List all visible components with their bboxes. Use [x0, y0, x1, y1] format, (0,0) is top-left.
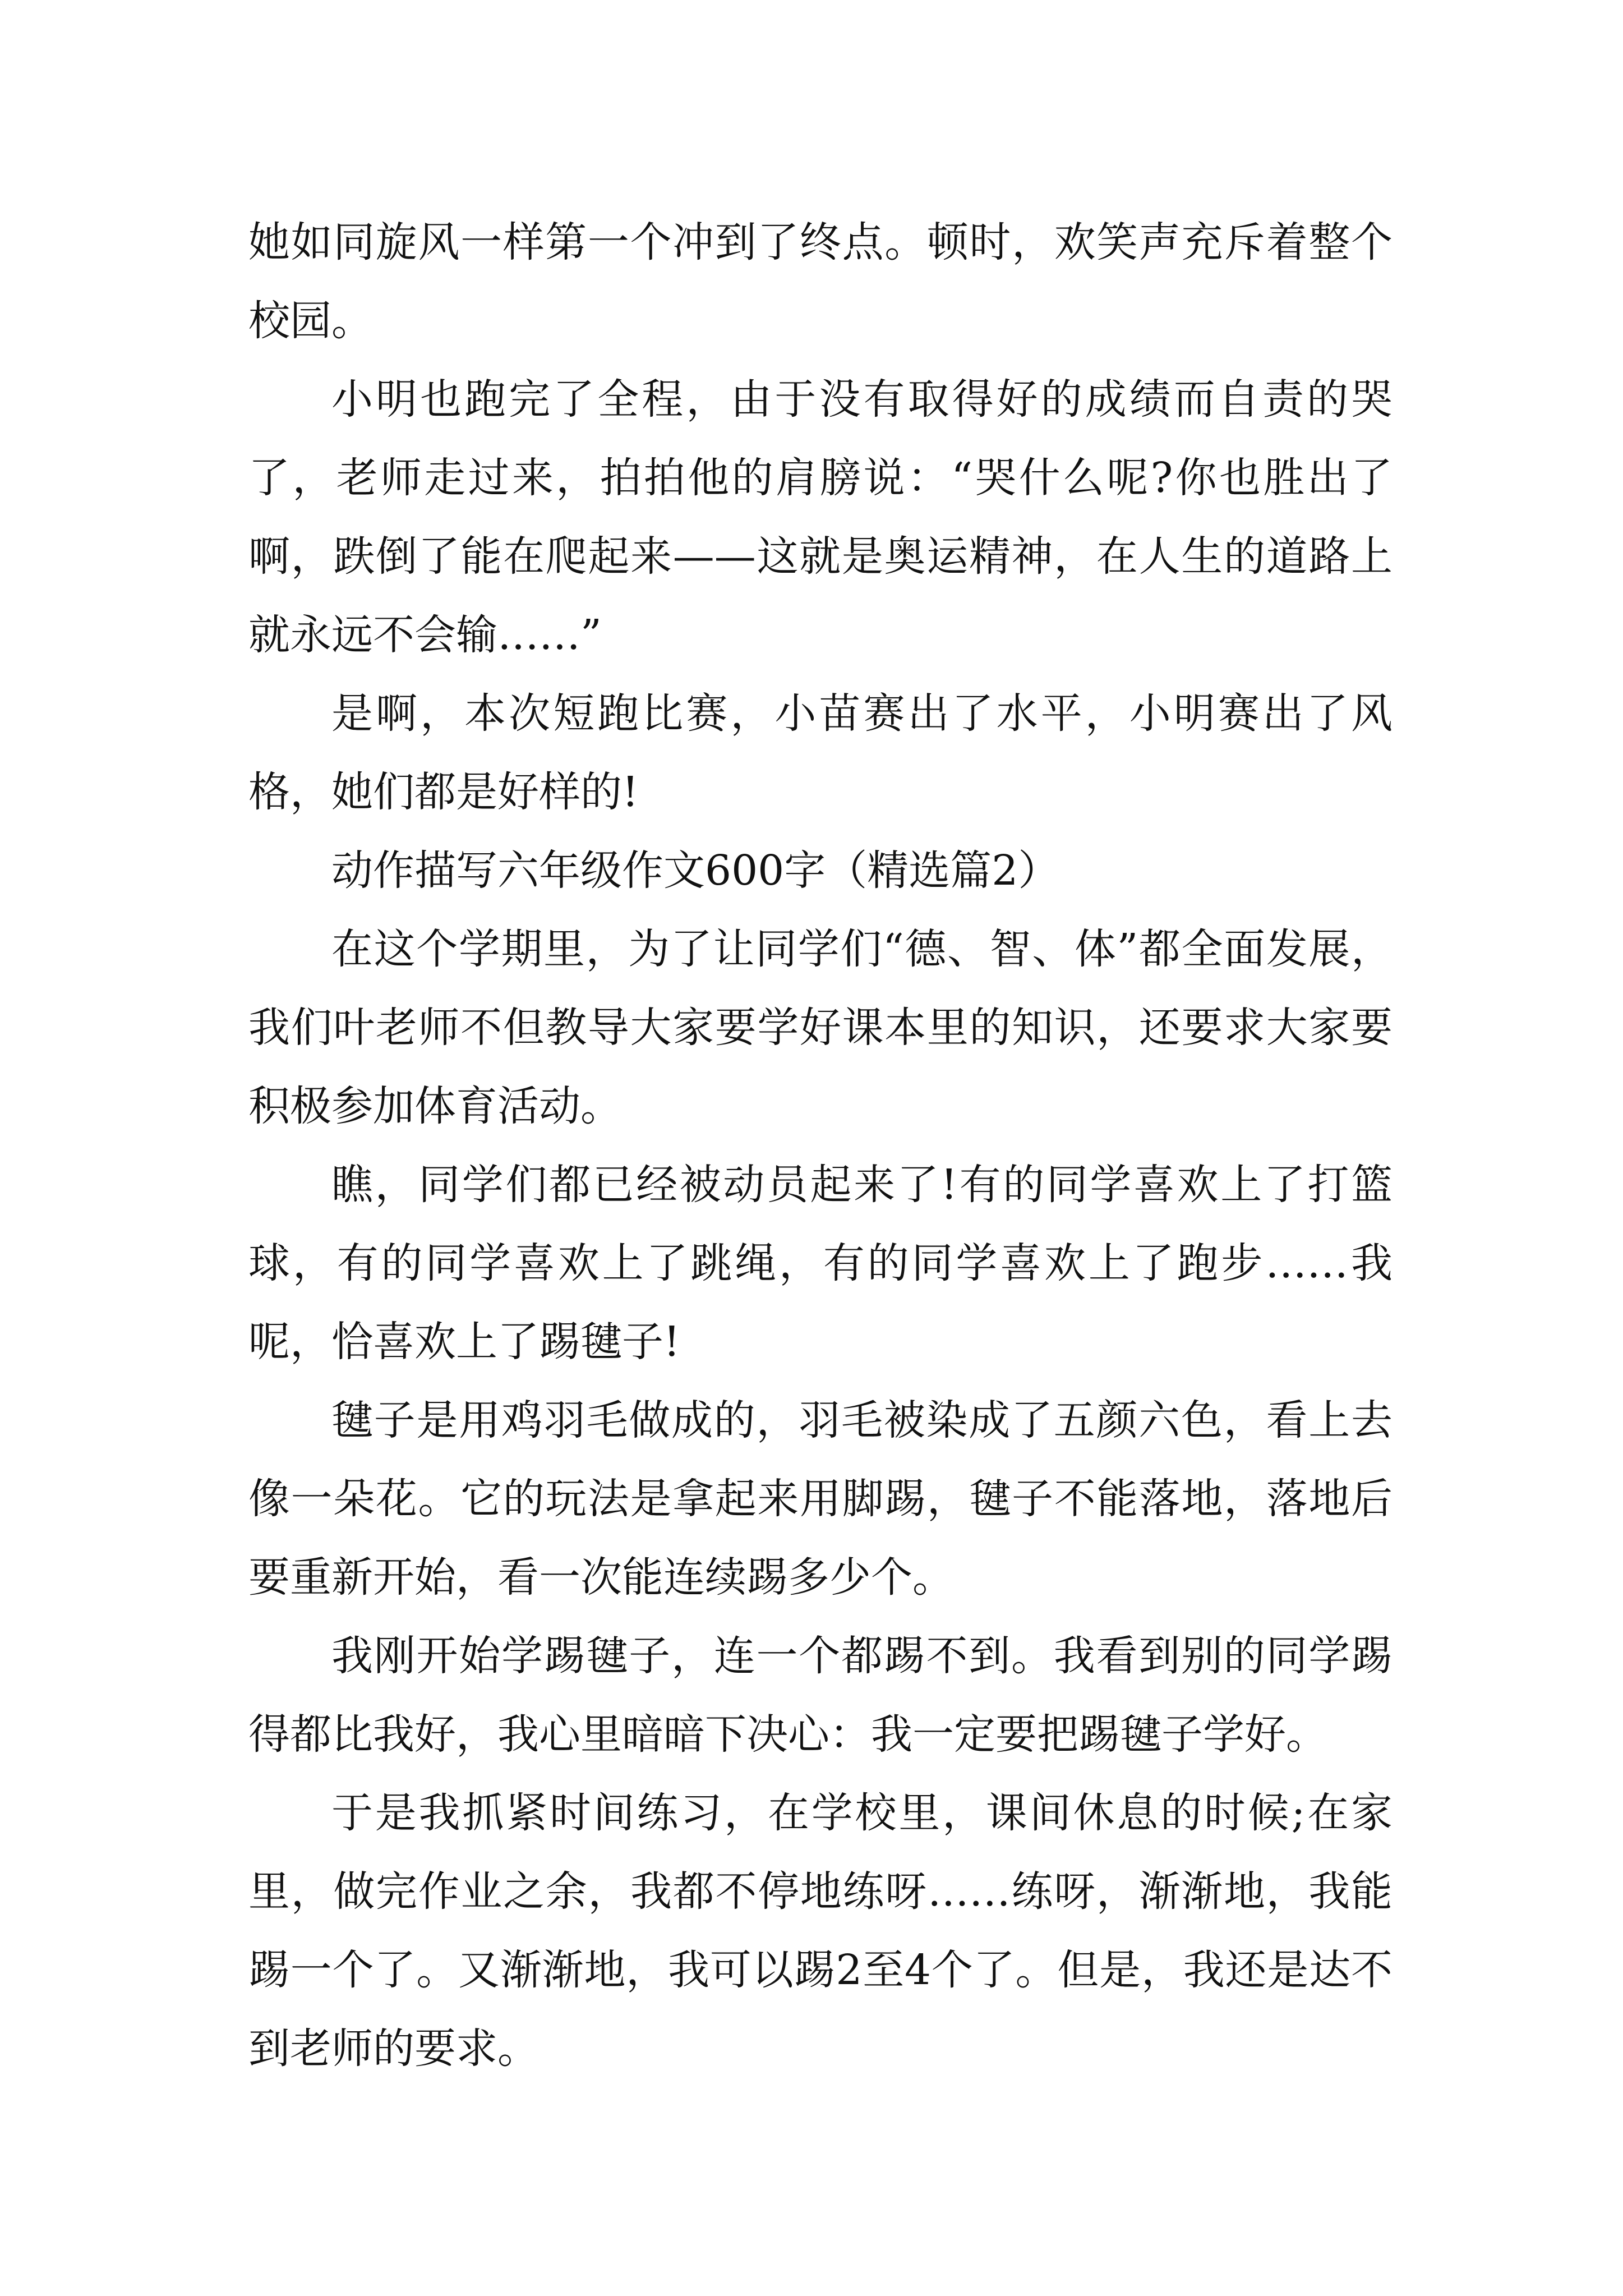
paragraph: 我刚开始学踢毽子，连一个都踢不到。我看到别的同学踢得都比我好，我心里暗暗下决心：我一定要把踢毽子学好。: [248, 1632, 1393, 1759]
paragraph: 瞧，同学们都已经被动员起来了!有的同学喜欢上了打篮球，有的同学喜欢上了跳绳，有的同学喜欢上了跑步……我呢，恰喜欢上了踢毽子!: [248, 1161, 1393, 1366]
paragraph: 在这个学期里，为了让同学们“德、智、体”都全面发展，我们叶老师不但教导大家要学好课本里的知识，还要求大家要积极参加体育活动。: [248, 925, 1393, 1130]
paragraph: 是啊，本次短跑比赛，小苗赛出了水平，小明赛出了风格，她们都是好样的!: [248, 689, 1393, 816]
paragraph-continuation: 她如同旋风一样第一个冲到了终点。顿时，欢笑声充斥着整个校园。: [248, 218, 1393, 345]
paragraph: 毽子是用鸡羽毛做成的，羽毛被染成了五颜六色，看上去像一朵花。它的玩法是拿起来用脚踢，毽子不能落地，落地后要重新开始，看一次能连续踢多少个。: [248, 1396, 1393, 1602]
document-body: [248, 203, 1393, 2088]
section-heading: 动作描写六年级作文600字（精选篇2）: [331, 846, 1060, 895]
paragraph: 小明也跑完了全程，由于没有取得好的成绩而自责的哭了，老师走过来，拍拍他的肩膀说：“哭什么呢?你也胜出了啊，跌倒了能在爬起来——这就是奥运精神，在人生的道路上就永远不会输……”: [248, 375, 1393, 659]
paragraph: 于是我抓紧时间练习，在学校里，课间休息的时候;在家里，做完作业之余，我都不停地练呀……练呀，渐渐地，我能踢一个了。又渐渐地，我可以踢2至4个了。但是，我还是达不到老师的要求。: [248, 1789, 1393, 2073]
